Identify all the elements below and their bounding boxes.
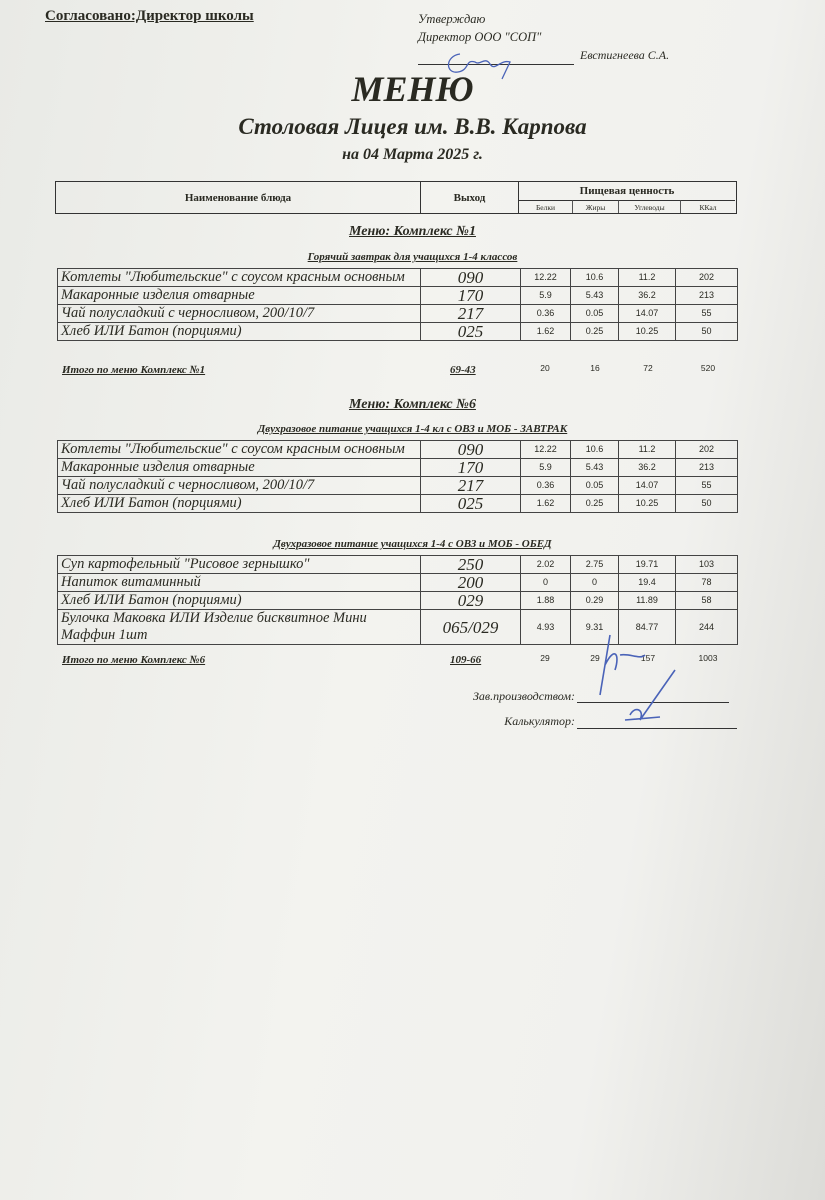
dish-name: Булочка Маковка ИЛИ Изделие бисквитное Мини Маффин 1шт: [58, 610, 421, 645]
total-label: Итого по меню Комплекс №6: [62, 654, 206, 666]
approval-block: [418, 10, 541, 46]
dish-name: Чай полусладкий с черносливом, 200/10/7: [58, 305, 421, 323]
total-carbs: 157: [640, 653, 656, 663]
dish-yield: 217: [421, 305, 521, 323]
dish-protein: 5.9: [521, 459, 571, 477]
total-carbs: 72: [643, 363, 653, 373]
dish-name: Котлеты "Любительские" с соусом красным основным: [58, 269, 421, 287]
dish-carbs: 10.25: [619, 323, 676, 341]
table-row: [58, 269, 738, 287]
dish-carbs: 84.77: [619, 610, 676, 645]
dish-fat: 5.43: [571, 287, 619, 305]
dish-fat: 10.6: [571, 269, 619, 287]
column-nutrition: Пищевая ценность: [579, 185, 675, 197]
complex1-group-title: Горячий завтрак для учащихся 1-4 классов: [307, 251, 518, 263]
dish-carbs: 11.2: [619, 269, 676, 287]
dish-protein: 12.22: [521, 441, 571, 459]
canteen-name: Столовая Лицея им. В.В. Карпова: [238, 114, 587, 139]
dish-protein: 2.02: [521, 556, 571, 574]
total-protein: 20: [540, 363, 550, 373]
table-row: [58, 592, 738, 610]
total-kcal: 1003: [698, 653, 718, 663]
dish-fat: 9.31: [571, 610, 619, 645]
table-row: [58, 459, 738, 477]
complex6-title: Меню: Комплекс №6: [349, 397, 476, 412]
dish-kcal: 78: [676, 574, 738, 592]
total-fat: 29: [590, 653, 600, 663]
dish-carbs: 36.2: [619, 459, 676, 477]
dish-name: Хлеб ИЛИ Батон (порциями): [58, 323, 421, 341]
production-head-label: Зав.производством:: [472, 689, 575, 703]
agreed-by-label: Согласовано:Директор школы: [45, 8, 254, 24]
dish-kcal: 58: [676, 592, 738, 610]
approver-name: Евстигнеева С.А.: [580, 48, 670, 62]
dish-kcal: 244: [676, 610, 738, 645]
dish-fat: 0.25: [571, 323, 619, 341]
dish-fat: 0.25: [571, 495, 619, 513]
dish-yield: 090: [421, 441, 521, 459]
dish-protein: 0.36: [521, 305, 571, 323]
dish-carbs: 10.25: [619, 495, 676, 513]
dish-fat: 0: [571, 574, 619, 592]
dish-carbs: 19.71: [619, 556, 676, 574]
dish-kcal: 50: [676, 323, 738, 341]
dish-protein: 12.22: [521, 269, 571, 287]
dish-protein: 4.93: [521, 610, 571, 645]
complex6-lunch-title: Двухразовое питание учащихся 1-4 с ОВЗ и МОБ - ОБЕД: [273, 538, 552, 550]
dish-yield: 170: [421, 287, 521, 305]
column-yield: Выход: [421, 182, 519, 213]
dish-protein: 0: [521, 574, 571, 592]
dish-fat: 0.29: [571, 592, 619, 610]
table-row: [58, 477, 738, 495]
dish-protein: 1.62: [521, 323, 571, 341]
dish-protein: 1.62: [521, 495, 571, 513]
dish-kcal: 202: [676, 441, 738, 459]
dish-yield: 025: [421, 495, 521, 513]
total-fat: 16: [590, 363, 600, 373]
column-name: Наименование блюда: [56, 182, 421, 213]
dish-name: Макаронные изделия отварные: [58, 459, 421, 477]
dish-yield: 065/029: [421, 610, 521, 645]
table-row: [58, 287, 738, 305]
calculator-label: Калькулятор:: [504, 714, 575, 728]
dish-protein: 1.88: [521, 592, 571, 610]
dish-kcal: 55: [676, 305, 738, 323]
table-row: [58, 574, 738, 592]
total-protein: 29: [540, 653, 550, 663]
dish-yield: 090: [421, 269, 521, 287]
dish-fat: 10.6: [571, 441, 619, 459]
dish-carbs: 19.4: [619, 574, 676, 592]
dish-carbs: 11.2: [619, 441, 676, 459]
dish-carbs: 36.2: [619, 287, 676, 305]
total-kcal: 520: [700, 363, 716, 373]
total-label: Итого по меню Комплекс №1: [62, 364, 206, 376]
column-kcal: ККал: [681, 200, 735, 213]
dish-name: Макаронные изделия отварные: [58, 287, 421, 305]
dish-name: Напиток витаминный: [58, 574, 421, 592]
dish-name: Хлеб ИЛИ Батон (порциями): [58, 592, 421, 610]
complex6-breakfast-title: Двухразовое питание учащихся 1-4 кл с ОВЗ и МОБ - ЗАВТРАК: [257, 423, 568, 435]
table-row: [58, 441, 738, 459]
dish-carbs: 14.07: [619, 305, 676, 323]
dish-yield: 217: [421, 477, 521, 495]
approve-label: Утверждаю: [418, 12, 486, 26]
dish-kcal: 202: [676, 269, 738, 287]
menu-date: на 04 Марта 2025 г.: [342, 146, 483, 163]
total-yield: 109-66: [450, 654, 482, 666]
dish-kcal: 103: [676, 556, 738, 574]
complex1-breakfast-table: [57, 268, 738, 341]
table-row: [58, 305, 738, 323]
table-row: [58, 323, 738, 341]
dish-fat: 0.05: [571, 305, 619, 323]
approver-title: Директор ООО "СОП": [418, 30, 542, 44]
dish-yield: 025: [421, 323, 521, 341]
table-row: [58, 556, 738, 574]
dish-kcal: 55: [676, 477, 738, 495]
dish-name: Суп картофельный "Рисовое зернышко": [58, 556, 421, 574]
dish-carbs: 14.07: [619, 477, 676, 495]
complex6-breakfast-table: [57, 440, 738, 513]
column-protein: Белки: [519, 200, 573, 213]
dish-protein: 5.9: [521, 287, 571, 305]
dish-kcal: 213: [676, 459, 738, 477]
table-header: [55, 181, 737, 214]
dish-fat: 5.43: [571, 459, 619, 477]
table-row: [58, 495, 738, 513]
dish-yield: 170: [421, 459, 521, 477]
dish-yield: 029: [421, 592, 521, 610]
page-title: МЕНЮ: [351, 69, 474, 109]
dish-name: Хлеб ИЛИ Батон (порциями): [58, 495, 421, 513]
complex1-title: Меню: Комплекс №1: [349, 224, 476, 239]
dish-kcal: 213: [676, 287, 738, 305]
column-fat: Жиры: [573, 200, 619, 213]
dish-fat: 2.75: [571, 556, 619, 574]
dish-yield: 200: [421, 574, 521, 592]
total-yield: 69-43: [450, 364, 476, 376]
dish-kcal: 50: [676, 495, 738, 513]
dish-yield: 250: [421, 556, 521, 574]
dish-carbs: 11.89: [619, 592, 676, 610]
dish-protein: 0.36: [521, 477, 571, 495]
column-carbs: Углеводы: [619, 200, 681, 213]
dish-name: Котлеты "Любительские" с соусом красным основным: [58, 441, 421, 459]
dish-fat: 0.05: [571, 477, 619, 495]
staff-signatures: [590, 625, 700, 730]
dish-name: Чай полусладкий с черносливом, 200/10/7: [58, 477, 421, 495]
